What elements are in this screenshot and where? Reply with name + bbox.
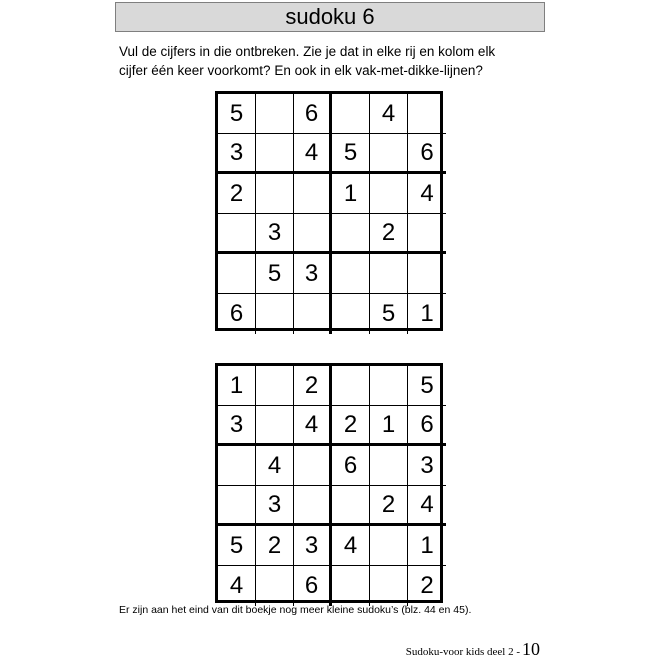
sudoku-cell[interactable] [294,446,332,486]
sudoku-cell[interactable]: 1 [408,526,446,566]
sudoku-cell[interactable] [332,486,370,526]
page-title-text: sudoku 6 [285,4,375,29]
sudoku-cell[interactable] [370,526,408,566]
sudoku-cell[interactable] [332,214,370,254]
footer-text: Sudoku-voor kids deel 2 - [405,646,520,658]
sudoku-cell[interactable]: 6 [218,294,256,334]
sudoku-cell[interactable]: 4 [408,486,446,526]
sudoku-cell[interactable] [294,486,332,526]
sudoku-cell[interactable]: 2 [332,406,370,446]
sudoku-cell[interactable]: 2 [370,214,408,254]
sudoku-cell[interactable] [218,486,256,526]
sudoku-cell[interactable]: 4 [294,134,332,174]
sudoku-cell[interactable] [218,214,256,254]
sudoku-cell[interactable] [408,214,446,254]
sudoku-cell[interactable] [256,406,294,446]
sudoku-cell[interactable] [408,94,446,134]
sudoku-cell[interactable]: 2 [256,526,294,566]
sudoku-cell[interactable]: 5 [332,134,370,174]
sudoku-cell[interactable]: 6 [408,406,446,446]
sudoku-cell[interactable] [256,174,294,214]
sudoku-cell[interactable]: 3 [256,214,294,254]
sudoku-cell[interactable]: 5 [408,366,446,406]
sudoku-cell[interactable] [370,566,408,606]
page-title [115,2,545,32]
instructions [119,42,559,80]
sudoku-cell[interactable]: 4 [294,406,332,446]
sudoku-cell[interactable]: 3 [218,406,256,446]
footnote: Er zijn aan het eind van dit boekje nog meer kleine sudoku’s (blz. 44 en 45). [119,604,472,616]
sudoku-cell[interactable]: 3 [294,526,332,566]
sudoku-cell[interactable]: 4 [370,94,408,134]
sudoku-cell[interactable] [370,446,408,486]
sudoku-cell[interactable]: 4 [256,446,294,486]
sudoku-cell[interactable] [332,566,370,606]
sudoku-cell[interactable]: 5 [218,94,256,134]
sudoku-cell[interactable] [218,446,256,486]
sudoku-cell[interactable]: 4 [332,526,370,566]
sudoku-cell[interactable]: 3 [294,254,332,294]
sudoku-cell[interactable] [370,366,408,406]
page-number: 10 [522,639,540,659]
sudoku-cell[interactable]: 1 [218,366,256,406]
sudoku-cell[interactable] [256,94,294,134]
sudoku-cell[interactable]: 2 [294,366,332,406]
instructions-line-2: cijfer één keer voorkomt? En ook in elk vak-met-dikke-lijnen? [119,63,483,78]
sudoku-cell[interactable] [332,94,370,134]
sudoku-cell[interactable] [256,566,294,606]
page-footer [406,639,540,660]
sudoku-cell[interactable]: 1 [332,174,370,214]
sudoku-grid-2 [215,363,443,603]
sudoku-cell[interactable]: 1 [420,300,434,327]
sudoku-cell[interactable] [332,254,370,294]
sudoku-cell[interactable]: 5 [218,526,256,566]
sudoku-cell[interactable]: 4 [218,566,256,606]
sudoku-cell[interactable] [256,294,294,334]
sudoku-cell[interactable] [294,174,332,214]
sudoku-cell[interactable]: 6 [294,566,332,606]
sudoku-cell[interactable]: 3 [408,446,446,486]
sudoku-cell[interactable]: 5 [370,294,408,334]
sudoku-cell[interactable]: 6 [332,446,370,486]
sudoku-cell[interactable]: 6 [294,94,332,134]
sudoku-cell[interactable] [294,294,332,334]
sudoku-cell[interactable]: 3 [218,134,256,174]
sudoku-cell[interactable]: 6 [408,134,446,174]
sudoku-cell[interactable] [256,134,294,174]
sudoku-cell[interactable] [256,366,294,406]
sudoku-cell[interactable]: 1 [370,406,408,446]
sudoku-cell[interactable] [370,174,408,214]
sudoku-cell[interactable] [218,254,256,294]
sudoku-cell[interactable] [370,254,408,294]
sudoku-cell[interactable] [332,366,370,406]
sudoku-cell[interactable]: 5 [256,254,294,294]
sudoku-cell[interactable] [332,294,370,334]
sudoku-cell[interactable]: 2 [218,174,256,214]
sudoku-cell[interactable] [370,134,408,174]
sudoku-cell[interactable] [294,214,332,254]
sudoku-grid-1 [215,91,443,331]
sudoku-cell[interactable] [408,254,446,294]
sudoku-cell[interactable]: 2 [370,486,408,526]
instructions-line-1: Vul de cijfers in die ontbreken. Zie je dat in elke rij en kolom elk [119,44,496,59]
sudoku-cell[interactable]: 3 [256,486,294,526]
sudoku-cell[interactable]: 2 [420,572,434,599]
sudoku-cell[interactable]: 4 [408,174,446,214]
